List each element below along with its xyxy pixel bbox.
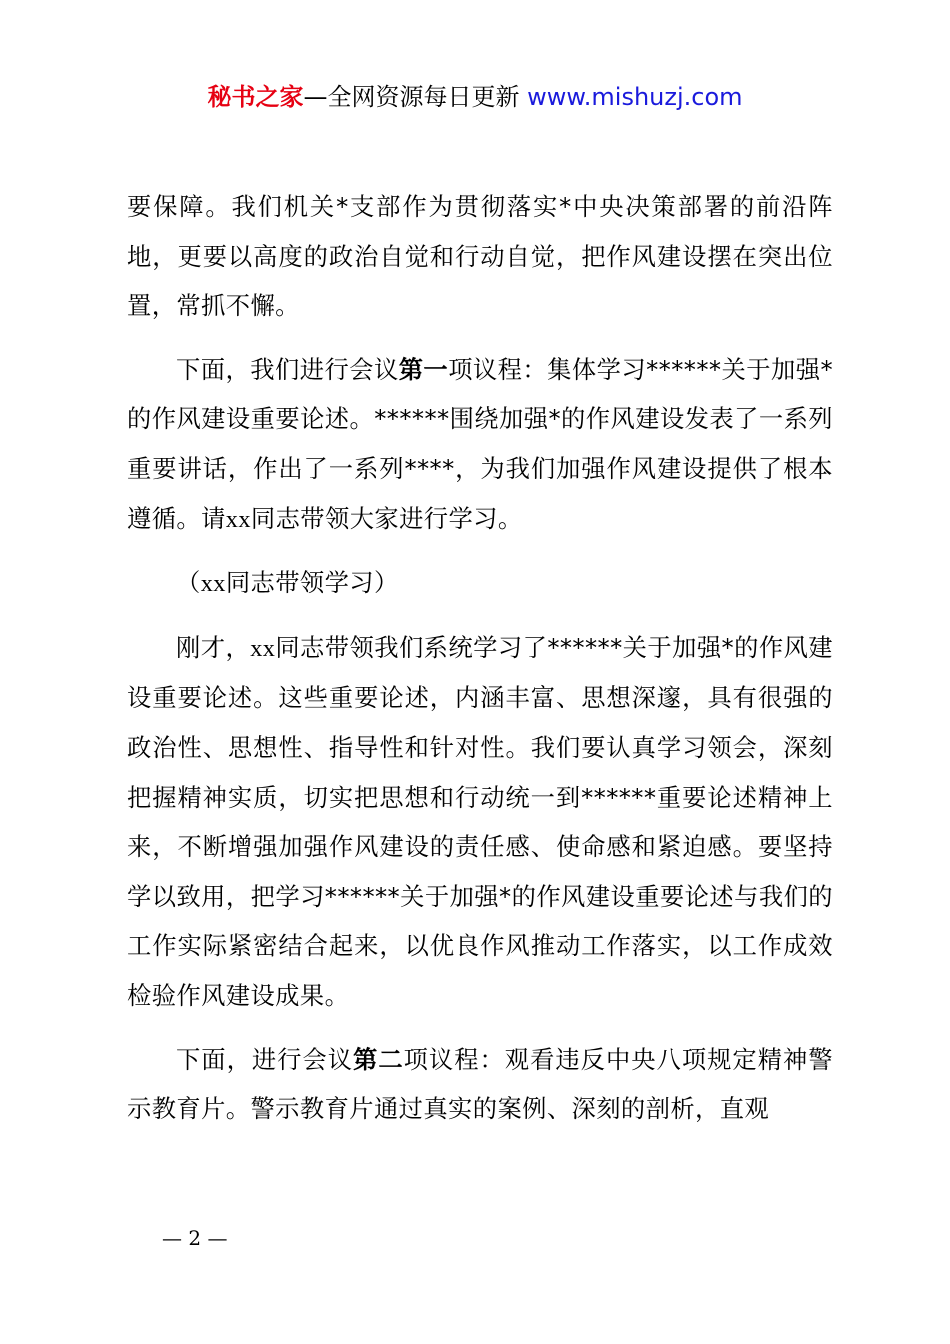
stage-direction-text: 同志带领学习） [225,568,399,598]
site-header [0,80,950,114]
paragraph-4 [127,623,833,1021]
paragraph-5-intro: 下面，进行会议 [176,1044,354,1074]
paragraph-5 [127,1035,833,1134]
page-number: — 2 — [162,1226,228,1250]
paragraph-4-body: 同志带领我们系统学习了******关于加强*的作风建设重要论述。这些重要论述，内涵丰富、思想深邃，具有很强的政治性、思想性、指导性和针对性。我们要认真学习领会，深刻把握精神实质，切实把思想和行动统一到******重要论述精神上来，不断增强加强作风建设的责任感、使命感和紧迫感。要坚持学以致用，把学习******关于加强*的作风建设重要论述与我们的工作实际紧密结合起来，以优良作风推动工作落实，以工作成效检验作风建设成果。 [127,632,834,1010]
site-brand: 秘书之家 [207,83,304,111]
site-tagline: —全网资源每日更新 [303,83,520,111]
open-paren: （ [176,568,201,598]
document-body [127,182,833,1134]
paragraph-5-body: 项议程：观看违反中央八项规定精神警示教育片。警示教育片通过真实的案例、深刻的剖析，直观 [127,1044,833,1124]
paragraph-1: 要保障。我们机关*支部作为贯彻落实*中央决策部署的前沿阵地，更要以高度的政治自觉和行动自觉，把作风建设摆在突出位置，常抓不懈。 [127,192,833,321]
paragraph-2 [127,345,833,544]
placeholder-name: xx [250,634,276,662]
paragraph-4-intro: 刚才， [176,632,251,662]
paragraph-3-stage-direction [127,558,833,609]
paragraph-2-body: 项议程：集体学习******关于加强*的作风建设重要论述。******围绕加强*的作风建设发表了一系列重要讲话，作出了一系列****，为我们加强作风建设提供了根本遵循。请 [127,354,833,533]
site-url-link[interactable]: www.mishuzj.com [527,83,743,111]
paragraph-2-intro: 下面，我们进行会议 [176,354,399,384]
paragraph-2-end: 同志带领大家进行学习。 [250,503,523,533]
agenda-item-second: 第二 [353,1044,404,1074]
placeholder-name: xx [225,505,251,533]
agenda-item-first: 第一 [398,354,449,384]
placeholder-name: xx [200,570,226,598]
